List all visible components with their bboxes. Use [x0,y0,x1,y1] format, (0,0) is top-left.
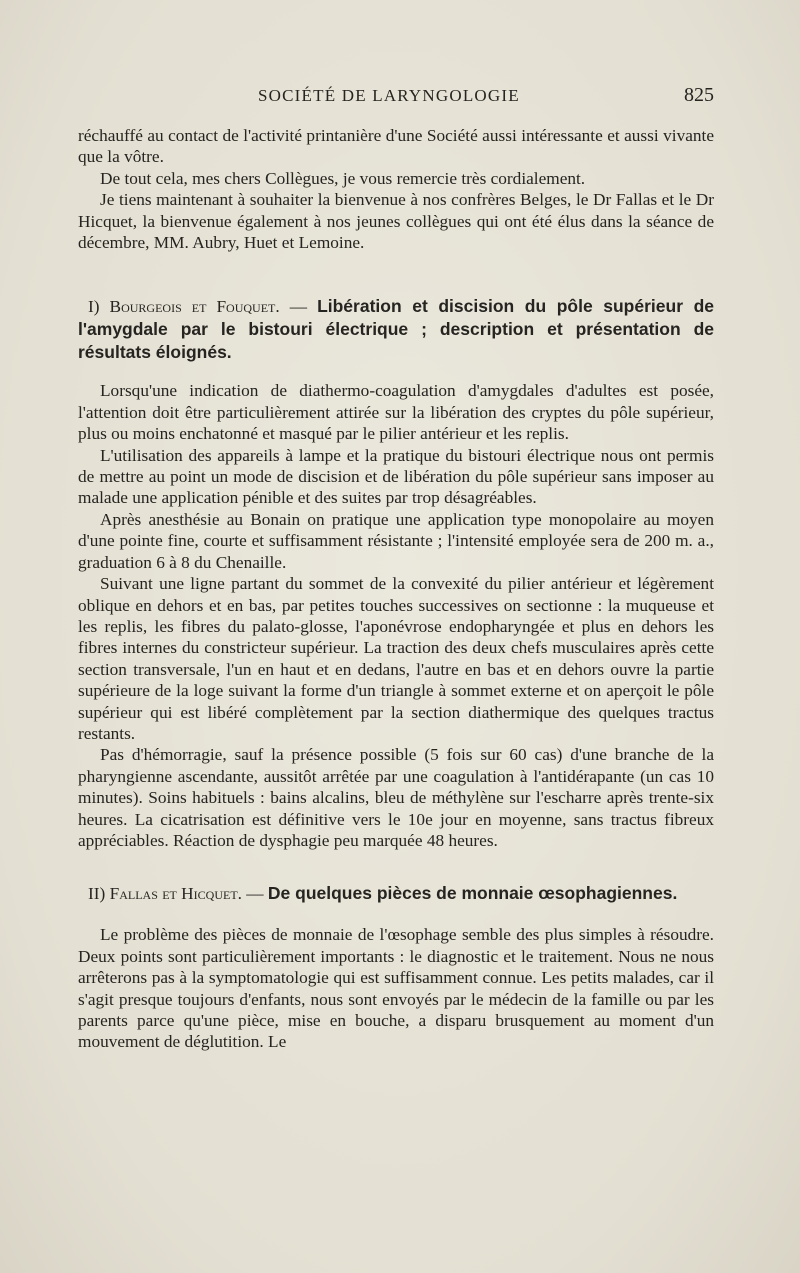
section-1-paragraph-5: Pas d'hémorragie, sauf la présence possible (5 fois sur 60 cas) d'une branche de la pharyngienne ascendante, aussitôt arrêtée par une coagulation à l'antidérapante (un cas 10 minutes). Soins habituels : bains alcalins, bleu de méthylène sur l'escharre après trente-six heures. La cicatrisation est définitive vers le 10e jour en moyenne, sans tractus fibreux appréciables. Réaction de dysphagie peu marquée 48 heures. [78,745,714,850]
running-title: SOCIÉTÉ DE LARYNGOLOGIE [258,86,520,105]
section-2-dash: — [246,884,264,904]
section-2-title: De quelques pièces de monnaie œsophagiennes. [267,883,678,904]
intro-paragraph-3: Je tiens maintenant à souhaiter la bienvenue à nos confrères Belges, le Dr Fallas et le Dr Hicquet, la bienvenue également à nos jeunes collègues qui ont été élus dans la séance de décembre, MM. Aubry, Huet et Lemoine. [78,190,714,253]
section-1-paragraph-4: Suivant une ligne partant du sommet de la convexité du pilier antérieur et légèrement oblique en dehors et en bas, par petites touches successives on sectionne : la muqueuse et les replis, les fibres du palato-glosse, l'aponévrose endopharyngée et plus en dehors les fibres internes du constricteur supérieur. La traction des deux chefs musculaires après cette section transversale, l'un en haut et en dedans, l'autre en bas et en dehors ouvre la partie supérieure de la loge suivant la forme d'un triangle à sommet externe et on aperçoit le pôle supérieur qui est libéré complètement par la section diathermique des quelques tractus restants. [78,574,714,743]
section-1-dash: — [289,297,308,317]
section-1-heading [78,295,714,364]
section-2-number: II) [88,884,106,904]
intro-paragraph-2: De tout cela, mes chers Collègues, je vous remercie très cordialement. [100,168,586,188]
section-1-title: Libération et discision du pôle supérieur de l'amygdale par le bistouri électrique ; description et présentation de résultats éloignés. [78,296,714,363]
section-1-authors: Bourgeois et Fouquet. [109,297,280,317]
running-header [258,84,714,107]
page-number: 825 [684,84,714,106]
section-1-number: I) [88,297,100,317]
section-1-paragraph-1: Lorsqu'une indication de diathermo-coagulation d'amygdales d'adultes est posée, l'attention doit être particulièrement attirée sur la libération des cryptes du pôle supérieur, plus ou moins enchatonné et masqué par le pilier antérieur et les replis. [78,381,714,444]
section-1-paragraph-2: L'utilisation des appareils à lampe et la pratique du bistouri électrique nous ont permis de mettre au point un mode de discision et de libération du pôle supérieur sans imposer au malade une application pénible et des suites par trop désagréables. [78,445,714,508]
intro-paragraph-1: réchauffé au contact de l'activité printanière d'une Société aussi intéressante et aussi vivante que la vôtre. [78,126,714,167]
section-2-authors: Fallas et Hicquet. [109,884,242,904]
section-2-paragraph-1: Le problème des pièces de monnaie de l'œsophage semble des plus simples à résoudre. Deux points sont particulièrement importants : le diagnostic et le traitement. Nous ne nous arrêterons pas à la symptomatologie qui est suffisamment connue. Les petits malades, car il s'agit presque toujours d'enfants, nous sont envoyés par le médecin de la famille ou par les parents parce qu'une pièce, mise en bouche, a disparu brusquement au moment d'un mouvement de déglutition. Le [78,925,714,1052]
section-2-heading [78,882,714,905]
section-1-paragraph-3: Après anesthésie au Bonain on pratique une application type monopolaire au moyen d'une pointe fine, courte et suffisamment résistante ; l'intensité employée sera de 200 m. a., graduation 6 à 8 du Chenaille. [78,509,714,572]
